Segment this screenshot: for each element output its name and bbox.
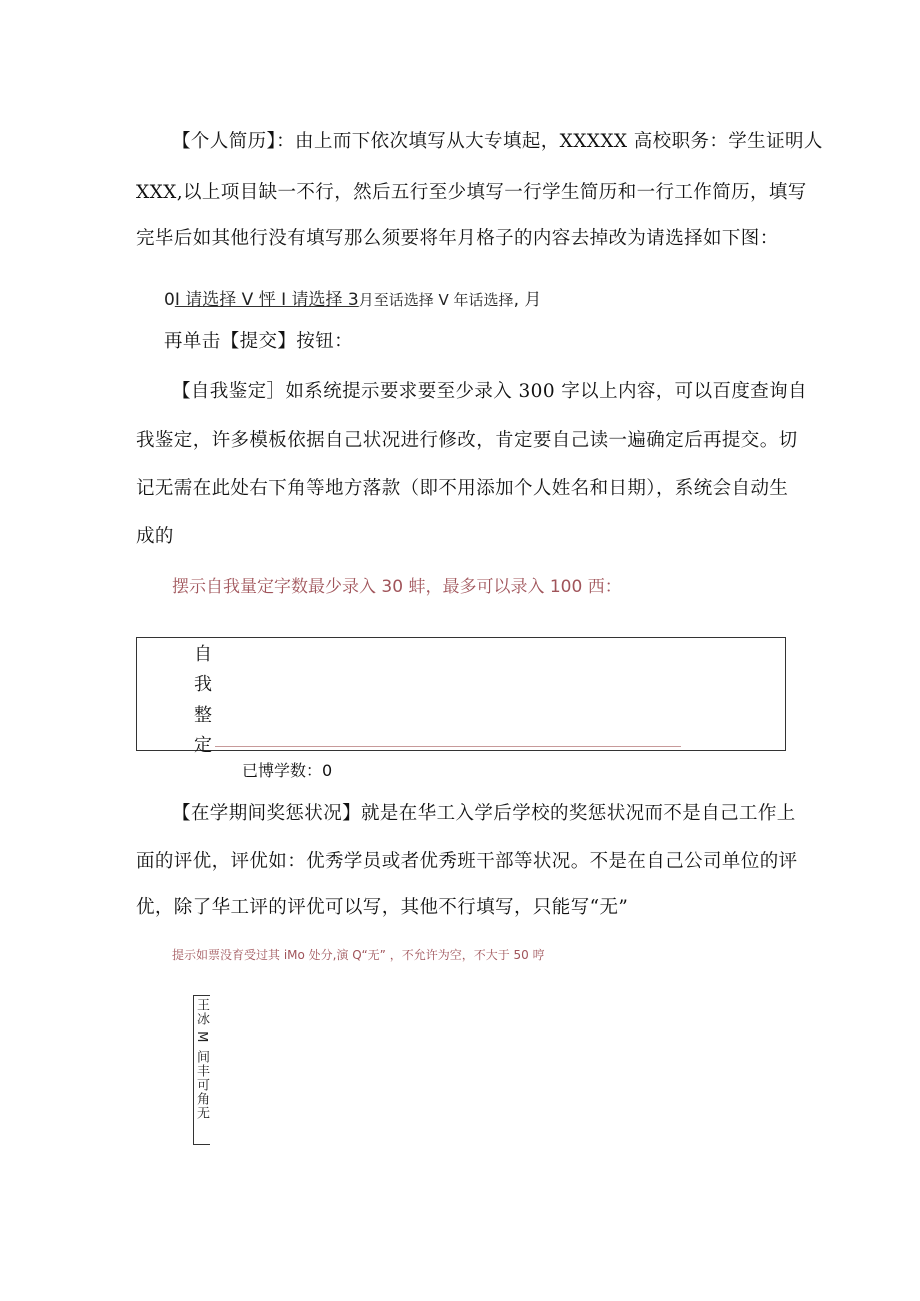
awards-vertical-label-2[interactable]: 间丰可角无 [194,1050,209,1120]
self-eval-box [136,637,786,751]
month-to-label: 月至 [358,291,389,309]
self-eval-label-char: 整 [194,705,212,726]
awards-text-line-1: 【在学期间奖惩状况】就是在华工入学后学校的奖惩状况而不是自己工作上 [172,803,796,824]
self-eval-text-line-1: 【自我鉴定］如系统提示要求要至少录入 300 字以上内容，可以百度查询自 [172,381,807,402]
start-year-month-select[interactable]: I 请选择 V 怦 I 请选择 3 [174,290,359,310]
select-row-prefix: 0 [164,290,175,310]
resume-text-line-1: 【个人简历】：由上而下依次填写从大专填起，XXXXX 高校职务：学生证明人 [172,131,823,152]
end-year-month-select[interactable]: 话选择 V 年话选择 [388,291,514,309]
awards-hint: 提示如票没育受过其 iMo 处分,演 Q“无” ，不允许为空，不大于 50 哼 [172,948,545,962]
char-count [242,758,332,781]
select-row-suffix: , 月 [513,290,542,310]
self-eval-label-char: 自 [194,644,212,665]
self-eval-label-char: 我 [194,674,212,695]
self-eval-text-line-3: 记无需在此处右下角等地方落款（即不用添加个人姓名和日期），系统会自动生 [136,478,789,499]
submit-instruction: 再单击【提交】按钮： [164,331,354,352]
date-select-row [164,285,541,310]
self-eval-label-char: 定 [194,735,212,756]
resume-text-line-3: 完毕后如其他行没有填写那么须要将年月格子的内容去掉改为请选择如下图： [136,228,779,249]
char-count-label: 已博学数： [242,761,323,780]
awards-text-line-3: 优，除了华工评的评优可以写，其他不行填写，只能写“无” [136,897,629,918]
resume-text-line-2: XXX,以上项目缺一不行，然后五行至少填写一行学生简历和一行工作简历，填写 [136,182,807,203]
self-eval-hint: 摆示自我量定字数最少录入 30 蚌，最多可以录入 100 西： [172,577,622,597]
self-eval-text-line-2: 我鉴定，许多模板依据自己状况进行修改，肯定要自己读一遍确定后再提交。切 [136,430,798,451]
self-eval-text-line-4: 成的 [136,526,174,547]
awards-vertical-label-1: 王冰 M [194,998,209,1044]
awards-text-line-2: 面的评优，评优如：优秀学员或者优秀班干部等状况。不是在自己公司单位的评 [136,851,798,872]
self-eval-textarea[interactable] [215,746,681,747]
char-count-value: 0 [322,761,333,780]
